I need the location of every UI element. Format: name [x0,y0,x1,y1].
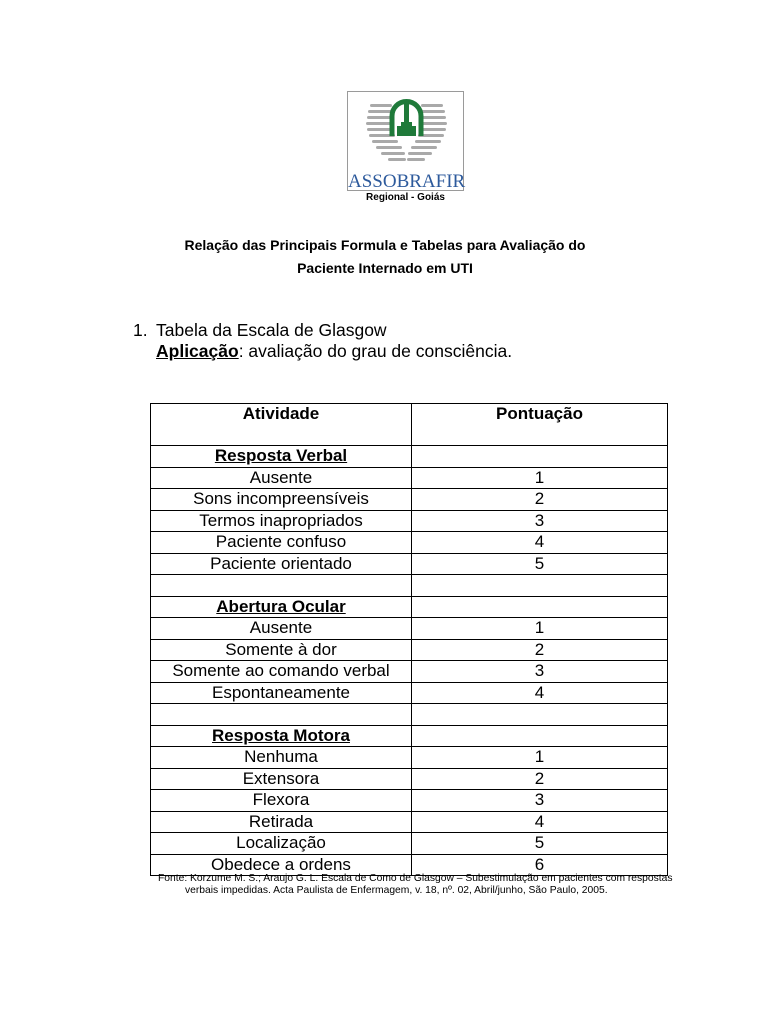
source-citation [158,873,688,897]
activity-cell: Somente ao comando verbal [151,661,412,683]
group-title-verbal: Resposta Verbal [214,446,348,466]
table-row [151,618,668,640]
section-number: 1. [133,320,148,340]
activity-cell: Paciente confuso [151,532,412,554]
logo-subtitle: Regional - Goiás [366,192,445,203]
group-title-ocular: Abertura Ocular [216,596,346,616]
empty-cell [412,704,668,726]
source-line1: Fonte: Korzume M. S.; Araujo G. L. Escala de Como de Glasgow – Subestimulação em pacientes com respostas [158,873,673,884]
table-row [151,639,668,661]
application-line [156,341,512,362]
spacer-row [151,704,668,726]
activity-cell: Flexora [151,790,412,812]
score-cell: 4 [412,532,668,554]
group-heading-row [151,596,668,618]
group-title-motor: Resposta Motora [212,725,350,745]
empty-cell [412,446,668,468]
activity-cell: Extensora [151,768,412,790]
header-score: Pontuação [412,404,668,446]
score-cell: 2 [412,639,668,661]
header-activity: Atividade [151,404,412,446]
table-row [151,790,668,812]
empty-cell [412,596,668,618]
activity-cell: Obedece a ordens [151,854,412,876]
score-cell: 3 [412,661,668,683]
activity-cell: Retirada [151,811,412,833]
assobrafir-logo [347,91,464,191]
score-cell: 3 [412,790,668,812]
activity-cell: Somente à dor [151,639,412,661]
table-row [151,682,668,704]
score-cell: 1 [412,747,668,769]
score-cell: 1 [412,467,668,489]
table-row [151,811,668,833]
empty-cell [151,575,412,597]
table-header-row [151,404,668,446]
activity-cell: Paciente orientado [151,553,412,575]
score-cell: 5 [412,553,668,575]
score-cell: 4 [412,811,668,833]
score-cell: 4 [412,682,668,704]
group-title [151,446,412,468]
score-cell: 6 [412,854,668,876]
activity-cell: Sons incompreensíveis [151,489,412,511]
score-cell: 2 [412,768,668,790]
source-line2: verbais impedidas. Acta Paulista de Enfermagem, v. 18, nº. 02, Abril/junho, São Paulo, 2005. [185,885,608,896]
empty-cell [412,575,668,597]
document-title-line1: Relação das Principais Formula e Tabelas para Avaliação do [184,237,586,253]
section-title: Tabela da Escala de Glasgow [156,320,387,340]
table-row [151,768,668,790]
table-row [151,661,668,683]
group-title [151,596,412,618]
activity-cell: Nenhuma [151,747,412,769]
table-row [151,532,668,554]
spacer-row [151,575,668,597]
score-cell: 5 [412,833,668,855]
activity-cell: Localização [151,833,412,855]
group-heading-row [151,725,668,747]
application-label: Aplicação [156,341,239,361]
table-row [151,553,668,575]
document-title-line2: Paciente Internado em UTI [297,260,473,276]
activity-cell: Ausente [151,618,412,640]
table-row [151,747,668,769]
table-row [151,489,668,511]
score-cell: 2 [412,489,668,511]
activity-cell: Ausente [151,467,412,489]
activity-cell: Termos inapropriados [151,510,412,532]
application-text: : avaliação do grau de consciência. [238,341,513,361]
group-heading-row [151,446,668,468]
score-cell: 1 [412,618,668,640]
table-row [151,833,668,855]
glasgow-scale-table [150,403,668,876]
logo-wordmark: ASSOBRAFIR [348,171,466,192]
document-title [150,234,620,280]
table-row [151,510,668,532]
empty-cell [151,704,412,726]
activity-cell: Espontaneamente [151,682,412,704]
group-title [151,725,412,747]
score-cell: 3 [412,510,668,532]
table-row [151,467,668,489]
empty-cell [412,725,668,747]
